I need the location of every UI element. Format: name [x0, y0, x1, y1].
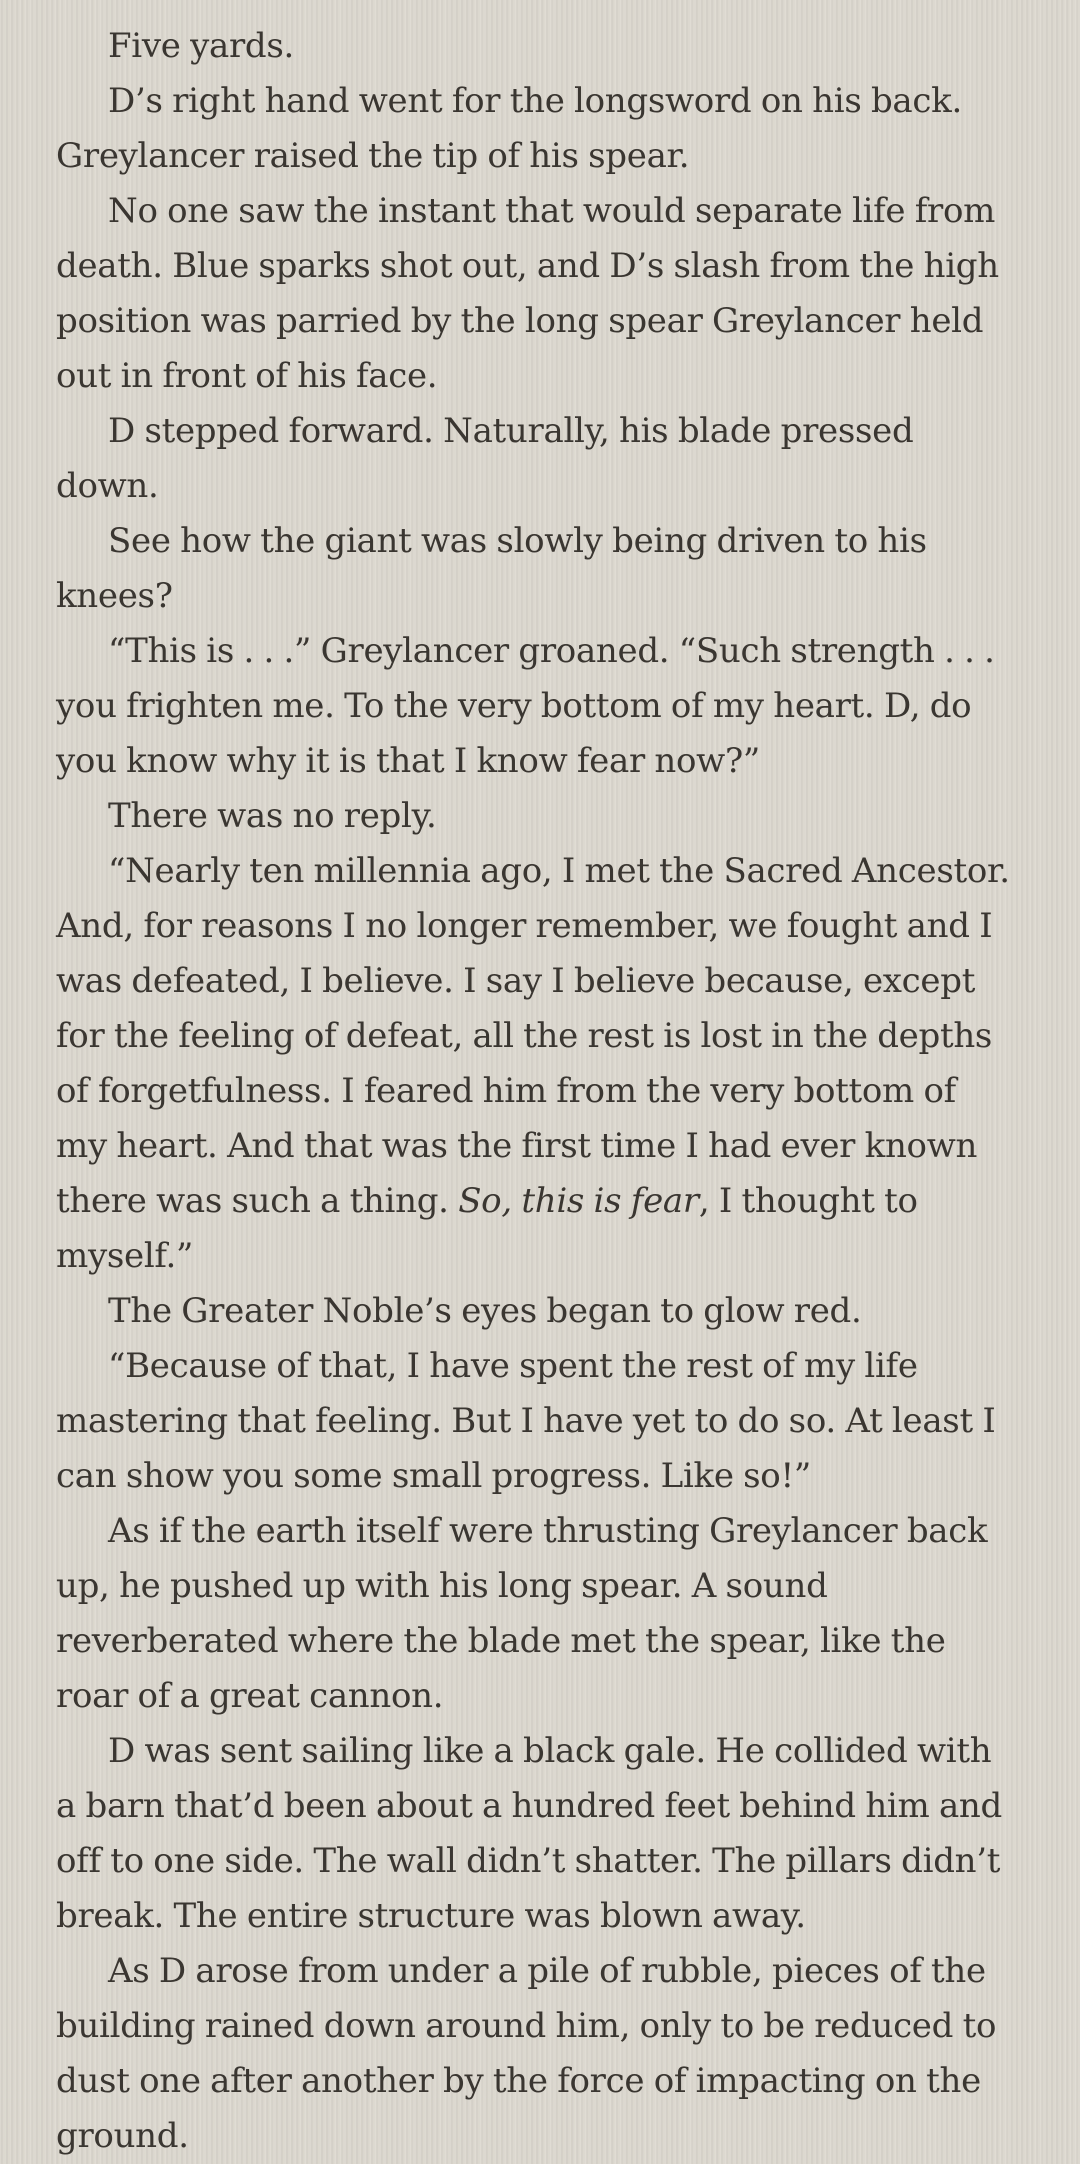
- ebook-page: [56, 19, 1016, 2164]
- paragraph: D stepped forward. Naturally, his blade pressed down.: [56, 411, 914, 506]
- paragraph: D was sent sailing like a black gale. He collided with a barn that’d been about a hundred feet behind him and off to one side. The wall didn’t shatter. The pillars didn’t break. The entire structure was blown away.: [56, 1731, 1002, 1936]
- paragraph: “This is . . .” Greylancer groaned. “Such strength . . . you frighten me. To the very bottom of my heart. D, do you know why it is that I know fear now?”: [56, 631, 995, 781]
- paragraph: D’s right hand went for the longsword on his back. Greylancer raised the tip of his spear.: [56, 81, 962, 176]
- paragraph: [56, 844, 1016, 1284]
- paragraph: No one saw the instant that would separate life from death. Blue sparks shot out, and D’s slash from the high position was parried by the long spear Greylancer held out in front of his face.: [56, 191, 999, 396]
- paragraph: As D arose from under a pile of rubble, pieces of the building rained down around him, only to be reduced to dust one after another by the force of impacting on the ground.: [56, 1951, 997, 2156]
- paragraph: “Because of that, I have spent the rest of my life mastering that feeling. But I have yet to do so. At least I can show you some small progress. Like so!”: [56, 1346, 996, 1496]
- paragraph-text: , I thought to myself.”: [56, 1181, 918, 1276]
- paragraph: See how the giant was slowly being driven to his knees?: [56, 521, 927, 616]
- paragraph: Five yards.: [108, 26, 295, 66]
- paragraph: The Greater Noble’s eyes began to glow red.: [108, 1291, 862, 1331]
- paragraph-text: “Nearly ten millennia ago, I met the Sacred Ancestor. And, for reasons I no longer remember, we fought and I was defeated, I believe. I say I believe because, except for the feeling of defeat, all the rest is lost in the depths of forgetfulness. I feared him from the very bottom of my heart. And that was the first time I had ever known there was such a thing.: [56, 851, 1010, 1221]
- paragraph: There was no reply.: [108, 796, 437, 836]
- italic-emphasis: So, this is fear: [458, 1181, 699, 1221]
- paragraph: As if the earth itself were thrusting Greylancer back up, he pushed up with his long spear. A sound reverberated where the blade met the spear, like the roar of a great cannon.: [56, 1511, 988, 1716]
